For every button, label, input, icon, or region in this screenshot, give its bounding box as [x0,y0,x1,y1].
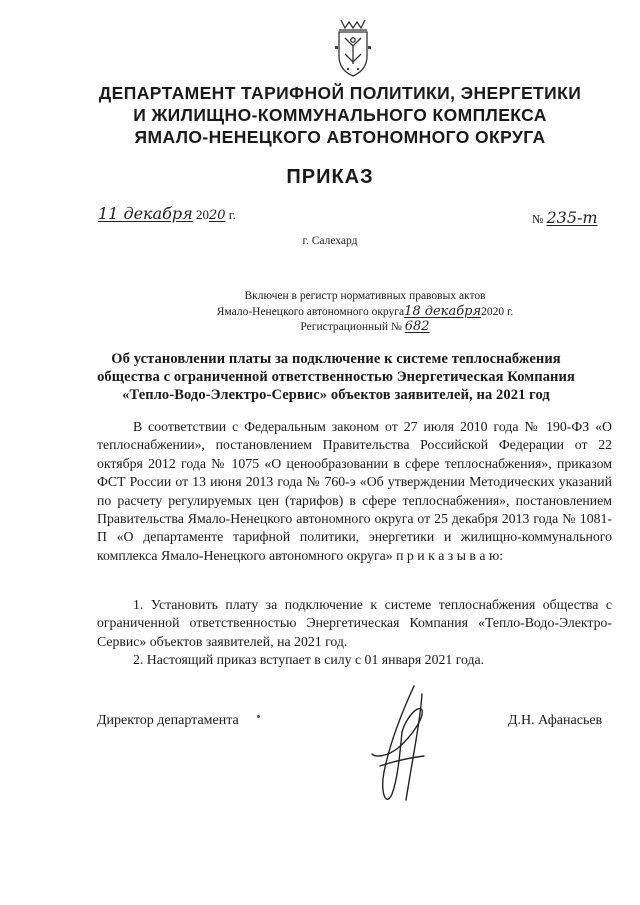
order-date [98,204,236,223]
registry-number-label: Регистрационный № [300,321,402,333]
year-suffix: г. [228,207,236,222]
subject-line-3: «Тепло-Водо-Электро-Сервис» объектов заявителей, на 2021 год [122,387,550,403]
subject-line-1: Об установлении платы за подключение к системе теплоснабжения [111,351,561,367]
stray-mark [257,715,260,718]
registry-line-1: Включен в регистр нормативных правовых актов [244,290,486,302]
registry-line-2-prefix: Ямало-Ненецкого автономного округа [216,306,405,318]
subject-line-2: общества с ограниченной ответственностью Энергетическая Компания [97,369,575,385]
order-number [532,208,598,227]
signer-position: Директор департамента [97,713,239,728]
order-item-2-text: 2. Настоящий приказ вступает в силу с 01 января 2021 года. [133,652,485,667]
preamble-text: В соответствии с Федеральным законом от 27 июля 2010 года № 190-ФЗ «О теплоснабжении», постановлением Правительства Российской Федерации от 22 октября 2012 года № 1075 «О ценообразовании в сфере теплоснабжения», приказом ФСТ России от 13 июня 2013 года № 760-э «Об утверждении Методических указаний по расчету регулируемых цен (тарифов) в сфере теплоснабжения», постановлением Правительства Ямало-Ненецкого автономного округа от 25 декабря 2013 года № 1081-П «О департаменте тарифной политики, энергетики и жилищно-коммунального комплекса Ямало-Ненецкого автономного округа» п р и к а з ы в а ю: [97,419,612,563]
registry-handwritten-date: 18 декабря [404,304,482,319]
order-item-2 [97,651,612,669]
coat-of-arms-emblem [331,16,375,80]
registry-line-2 [180,304,550,320]
signer-name: Д.Н. Афанасьев [508,713,603,728]
registry-line-3 [180,319,550,335]
number-label: № [532,212,544,226]
order-item-1 [97,596,612,651]
department-name-line-2: И ЖИЛИЩНО-КОММУНАЛЬНОГО КОМПЛЕКСА [133,105,547,125]
department-name-line-1: ДЕПАРТАМЕНТ ТАРИФНОЙ ПОЛИТИКИ, ЭНЕРГЕТИКИ [98,83,582,103]
handwritten-number: 235-т [546,208,598,227]
handwritten-date: 11 декабря [98,204,193,223]
registry-handwritten-number: 682 [404,319,430,334]
handwritten-signature [362,682,442,814]
handwritten-year: 20 [209,208,226,223]
department-name-line-3: ЯМАЛО-НЕНЕЦКОГО АВТОНОМНОГО ОКРУГА [134,127,546,147]
registry-line-2-suffix: 2020 г. [481,306,514,318]
year-prefix: 20 [196,207,209,222]
document-type-title: ПРИКАЗ [286,166,374,188]
preamble-paragraph [97,418,612,565]
order-item-1-text: 1. Установить плату за подключение к системе теплоснабжения общества с ограниченной ответственностью Энергетическая Компания «Тепло-Водо-Электро-Сервис» объектов заявителей, на 2021 год. [97,597,612,649]
city-name: г. Салехард [302,235,358,247]
